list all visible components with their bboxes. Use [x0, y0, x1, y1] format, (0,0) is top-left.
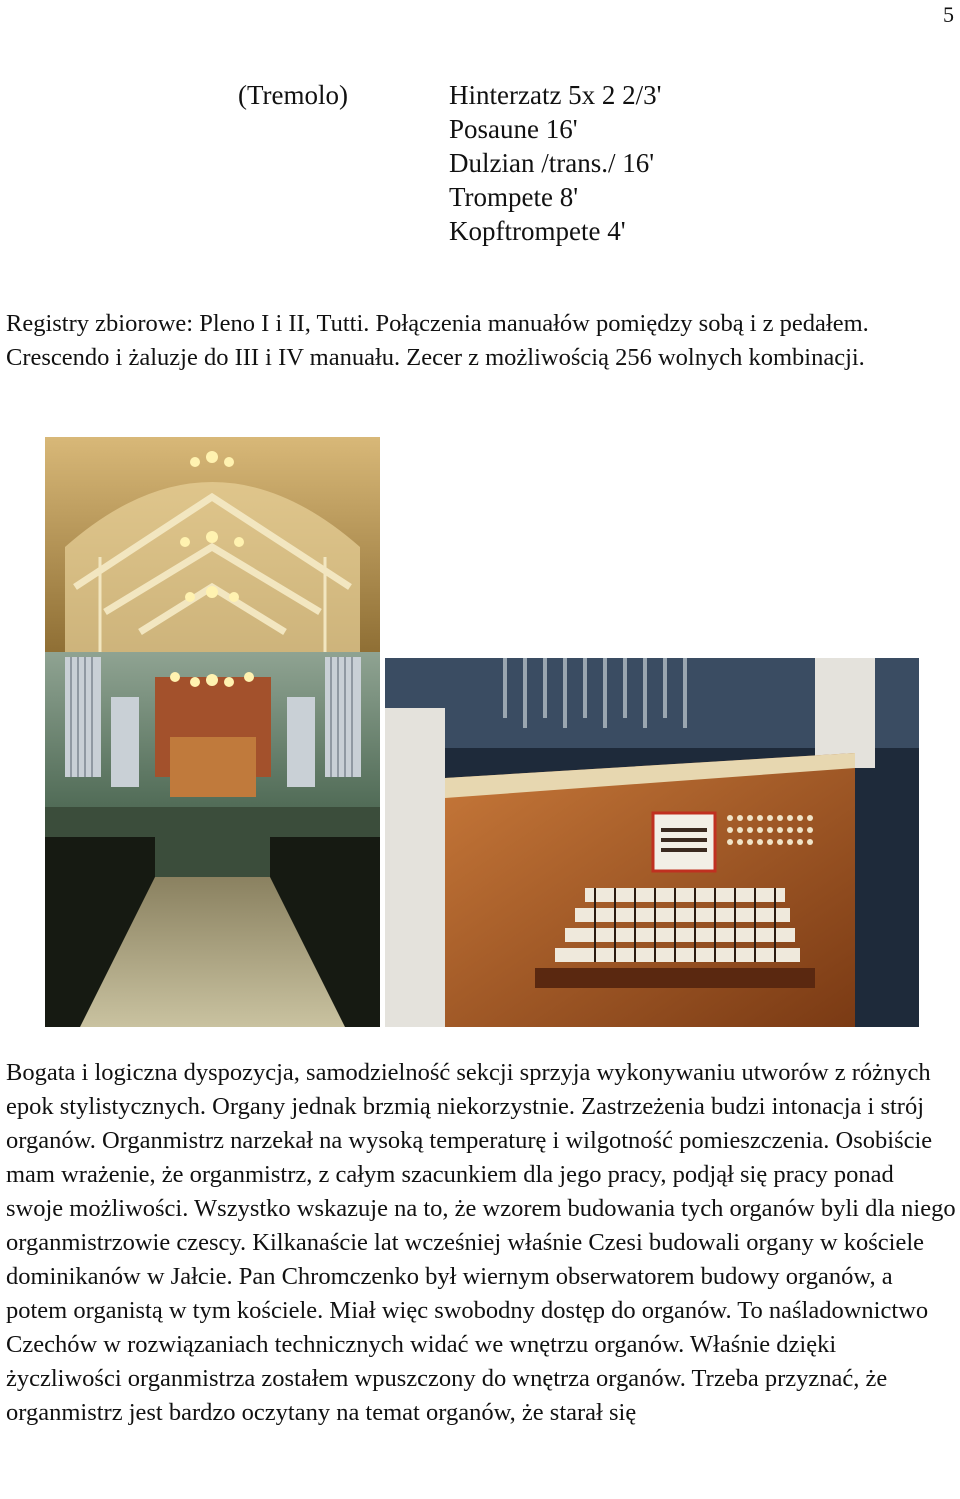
paragraph-assessment: Bogata i logiczna dyspozycja, samodzielność sekcji sprzyja wykonywaniu utworów z różnych epok stylistycznych. Organy jednak brzmią niekorzystnie. Zastrzeżenia budzi intonacja i strój organów. Organmistrz narzekał na wysoką temperaturę i wilgotność pomieszczenia. Osobiście mam wrażenie, że organmistrz, z całym szacunkiem dla jego pracy, podjął się pracy ponad swoje możliwości. Wszystko wskazuje na to, że wzorem budowania tych organów byli dla niego organmistrzowie czescy. Kilkanaście lat wcześniej właśnie Czesi budowali organy w kościele dominikanów w Jałcie. Pan Chromczenko był wiernym obserwatorem budowy organów, a potem organistą w tym kościele. Miał więc swobodny dostęp do organów. To naśladownictwo Czechów w rozwiązaniach technicznych widać we wnętrzu organów. Właśnie dzięki życzliwości organmistrza zostałem wpuszczony do wnętrza organów. Trzeba przyznać, że organmistrz jest bardzo oczytany na temat organów, że starał się [6, 1059, 956, 1426]
stop-item: Hinterzatz 5x 2 2/3' [449, 80, 662, 110]
church-organ-photo [45, 437, 380, 1027]
stop-item: Posaune 16' [449, 114, 578, 144]
page-number: 5 [943, 2, 954, 27]
stop-list [449, 78, 662, 248]
organ-console-photo [385, 658, 919, 1027]
stop-item: Kopftrompete 4' [449, 216, 626, 246]
paragraph-combinations: Registry zbiorowe: Pleno I i II, Tutti. Połączenia manuałów pomiędzy sobą i z pedałem. Crescendo i żaluzje do III i IV manuału. Zecer z możliwością 256 wolnych kombinacji. [6, 310, 869, 371]
tremolo-label: (Tremolo) [238, 80, 349, 110]
stop-item: Trompete 8' [449, 182, 579, 212]
stop-item: Dulzian /trans./ 16' [449, 148, 655, 178]
